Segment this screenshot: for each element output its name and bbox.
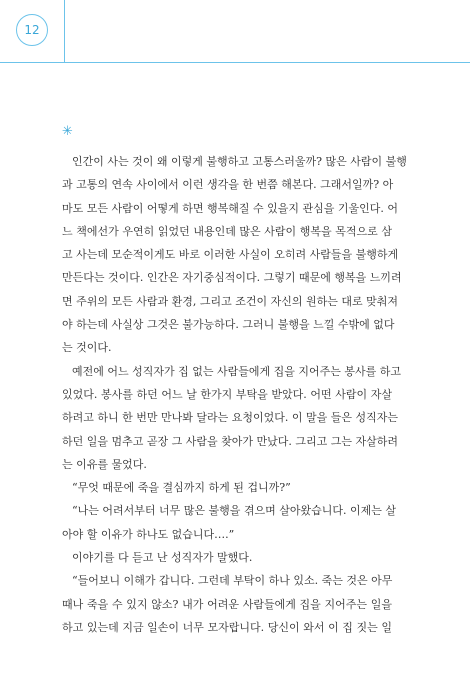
text-line: 야 하는데 사실상 그것은 불가능하다. 그러니 불행을 느낄 수밖에 없다	[62, 318, 395, 332]
text-line: 인간이 사는 것이 왜 이렇게 불행하고 고통스러울까? 많은 사람이 불행	[72, 155, 407, 168]
text-line: 고 사는데 모순적이게도 바로 이러한 사실이 오히려 사람들을 불행하게	[62, 248, 399, 262]
body-text	[62, 150, 407, 639]
text-line: 만든다는 것이다. 인간은 자기중심적이다. 그렇기 때문에 행복을 느끼려	[62, 271, 402, 285]
text-line: 는 이유를 물었다.	[62, 457, 147, 471]
text-line: 하려고 하니 한 번만 만나봐 달라는 요청이었다. 이 말을 들은 성직자는	[62, 411, 398, 425]
text-line: 아야 할 이유가 하나도 없습니다….”	[62, 527, 235, 541]
text-line: 이야기를 다 듣고 난 성직자가 말했다.	[72, 551, 253, 565]
text-line: 예전에 어느 성직자가 집 없는 사람들에게 집을 지어주는 봉사를 하고	[72, 364, 401, 378]
text-line: 때나 죽을 수 있지 않소? 내가 어려운 사람들에게 집을 지어주는 일을	[62, 597, 392, 611]
text-line: “무엇 때문에 죽을 결심까지 하게 된 겁니까?”	[72, 481, 291, 495]
text-line: 는 것이다.	[62, 341, 112, 355]
text-line: 느 책에선가 우연히 읽었던 내용인데 많은 사람이 행복을 목적으로 삼	[62, 224, 392, 238]
header-vertical-rule	[64, 0, 65, 63]
text-line: 하던 일을 멈추고 곧장 그 사람을 찾아가 만났다. 그리고 그는 자살하려	[62, 434, 398, 448]
text-line: 있었다. 봉사를 하던 어느 날 한가지 부탁을 받았다. 어떤 사람이 자살	[62, 387, 392, 401]
text-line: 면 주위의 모든 사람과 환경, 그리고 조건이 자신의 원하는 대로 맞춰져	[62, 294, 398, 308]
text-line: “들어보니 이해가 갑니다. 그런데 부탁이 하나 있소. 죽는 것은 아무	[72, 574, 393, 588]
text-line: 마도 모든 사람이 어떻게 하면 행복해질 수 있을지 관심을 기울인다. 어	[62, 201, 398, 215]
text-line: “나는 어려서부터 너무 많은 불행을 겪으며 살아왔습니다. 이제는 살	[72, 504, 396, 518]
section-asterisk-icon: ✳	[62, 124, 73, 139]
text-line: 과 고통의 연속 사이에서 이런 생각을 한 번쯤 해본다. 그래서일까? 아	[62, 178, 394, 192]
page-number: 12	[16, 14, 48, 46]
header-horizontal-rule	[0, 62, 470, 63]
text-line: 하고 있는데 지금 일손이 너무 모자랍니다. 당신이 와서 이 집 짓는 일	[62, 620, 392, 634]
